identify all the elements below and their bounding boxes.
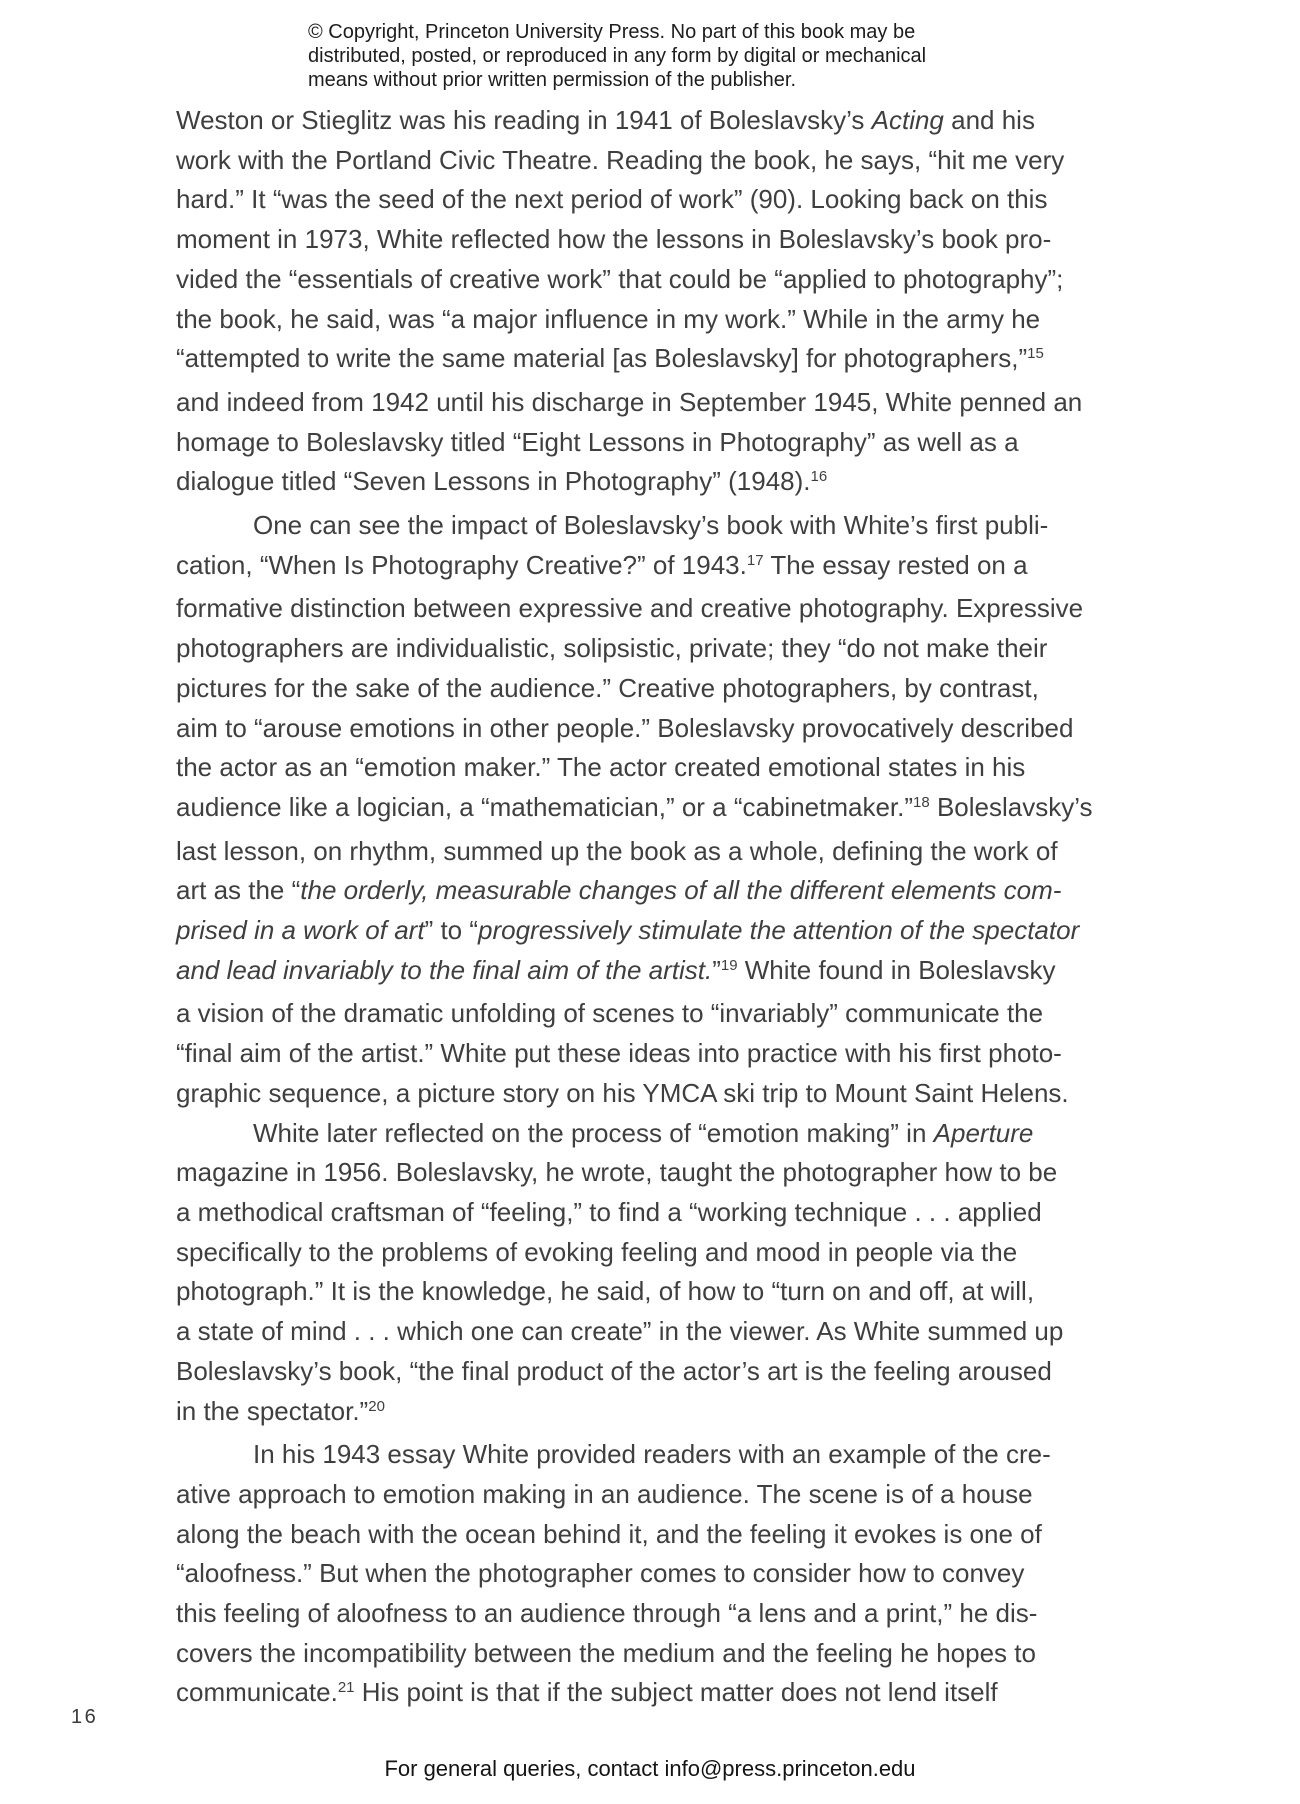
footnote-marker: 16 bbox=[810, 468, 828, 486]
text-line: homage to Boleslavsky titled “Eight Lessons in Photography” as well as a bbox=[176, 426, 1019, 457]
text-line: cation, “When Is Photography Creative?” of 1943.17 The essay rested on a bbox=[176, 549, 1028, 580]
text-line: Boleslavsky’s book, “the final product of the actor’s art is the feeling aroused bbox=[176, 1355, 1052, 1386]
text-line: hard.” It “was the seed of the next period of work” (90). Looking back on this bbox=[176, 184, 1048, 215]
copyright-line: distributed, posted, or reproduced in any form by digital or mechanical bbox=[308, 45, 927, 67]
paragraph bbox=[176, 1435, 1176, 1717]
text-line: audience like a logician, a “mathematician,” or a “cabinetmaker.”$^{18}$ Boleslavsky’s bbox=[176, 791, 1093, 822]
paragraph bbox=[176, 506, 1176, 1114]
text-line: pictures for the sake of the audience.” Creative photographers, by contrast, bbox=[176, 672, 1039, 703]
text-line: formative distinction between expressive and creative photography. Expressive bbox=[176, 593, 1084, 624]
text-line: “final aim of the artist.” White put these ideas into practice with his first photo- bbox=[176, 1038, 1062, 1069]
text-line: communicate.$^{21}$ His point is that if the subject matter does not lend itself bbox=[176, 1677, 998, 1708]
paragraph bbox=[176, 1114, 1176, 1436]
footnote-marker: 17 bbox=[746, 551, 764, 569]
text-line: photographers are individualistic, solipsistic, private; they “do not make their bbox=[176, 633, 1048, 664]
text-line: vided the “essentials of creative work” that could be “applied to photography”; bbox=[176, 263, 1064, 294]
text-line: ative approach to emotion making in an audience. The scene is of a house bbox=[176, 1478, 1033, 1509]
footnote-marker: 20 bbox=[368, 1397, 385, 1415]
copyright-line: © Copyright, Princeton University Press. No part of this book may be bbox=[308, 21, 916, 43]
text-line: dialogue titled “Seven Lessons in Photography” (1948).$^{16}$ bbox=[176, 466, 828, 497]
text-line: White later reflected on the process of “emotion making” in Aperture bbox=[253, 1117, 1034, 1148]
footnote-marker: 19 bbox=[720, 956, 738, 974]
text-line: and indeed from 1942 until his discharge in September 1945, White penned an bbox=[176, 386, 1083, 417]
text-line: the book, he said, was “a major influence in my work.” While in the army he bbox=[176, 303, 1041, 334]
text-line: moment in 1973, White reflected how the lessons in Boleslavsky’s book pro- bbox=[176, 224, 1052, 255]
text-line: In his 1943 essay White provided readers with an example of the cre- bbox=[253, 1439, 1051, 1470]
page-number: 16 bbox=[71, 1706, 99, 1728]
footer-contact: For general queries, contact info@press.princeton.edu bbox=[384, 1756, 916, 1781]
text-line: “attempted to write the same material [as Boleslavsky] for photographers,”$^{15}$ bbox=[176, 343, 1044, 374]
text-line: specifically to the problems of evoking feeling and mood in people via the bbox=[176, 1236, 1018, 1267]
text-line: “aloofness.” But when the photographer comes to consider how to convey bbox=[176, 1558, 1025, 1589]
text-line: art as the “the orderly, measurable changes of all the different elements com- bbox=[176, 875, 1062, 906]
text-line: work with the Portland Civic Theatre. Reading the book, he says, “hit me very bbox=[176, 144, 1065, 175]
text-line: magazine in 1956. Boleslavsky, he wrote, taught the photographer how to be bbox=[176, 1157, 1058, 1188]
text-line: Weston or Stieglitz was his reading in 1941 of Boleslavsky’s Acting and his bbox=[176, 105, 1035, 135]
text-line: this feeling of aloofness to an audience through “a lens and a print,” he dis- bbox=[176, 1598, 1038, 1629]
footnote-marker: 15 bbox=[1027, 345, 1044, 363]
footnote-marker: 18 bbox=[913, 793, 930, 811]
text-line: a state of mind . . . which one can create” in the viewer. As White summed up bbox=[176, 1316, 1064, 1347]
text-line: last lesson, on rhythm, summed up the book as a whole, defining the work of bbox=[176, 835, 1058, 866]
text-line: in the spectator.”$^{20}$ bbox=[176, 1395, 385, 1426]
text-line: a methodical craftsman of “feeling,” to find a “working technique . . . applied bbox=[176, 1196, 1042, 1227]
text-line: graphic sequence, a picture story on his YMCA ski trip to Mount Saint Helens. bbox=[176, 1077, 1069, 1108]
footnote-marker: 21 bbox=[337, 1679, 355, 1697]
text-line: One can see the impact of Boleslavsky’s book with White’s first publi- bbox=[253, 510, 1049, 541]
copyright-notice bbox=[308, 20, 926, 92]
text-line: along the beach with the ocean behind it, and the feeling it evokes is one of bbox=[176, 1518, 1042, 1549]
text-line: a vision of the dramatic unfolding of scenes to “invariably” communicate the bbox=[176, 998, 1044, 1029]
copyright-line: means without prior written permission of the publisher. bbox=[308, 69, 797, 91]
text-line: aim to “arouse emotions in other people.” Boleslavsky provocatively described bbox=[176, 712, 1074, 743]
text-line: photograph.” It is the knowledge, he said, of how to “turn on and off, at will, bbox=[176, 1276, 1035, 1307]
paragraph bbox=[176, 101, 1176, 506]
body-text bbox=[176, 101, 1176, 1717]
text-line: prised in a work of art” to “progressively stimulate the attention of the spectator bbox=[176, 915, 1080, 946]
text-line: and lead invariably to the final aim of the artist.”$^{19}$ White found in Boleslavsky bbox=[176, 954, 1056, 985]
text-line: covers the incompatibility between the medium and the feeling he hopes to bbox=[176, 1637, 1036, 1668]
text-line: the actor as an “emotion maker.” The actor created emotional states in his bbox=[176, 752, 1026, 783]
